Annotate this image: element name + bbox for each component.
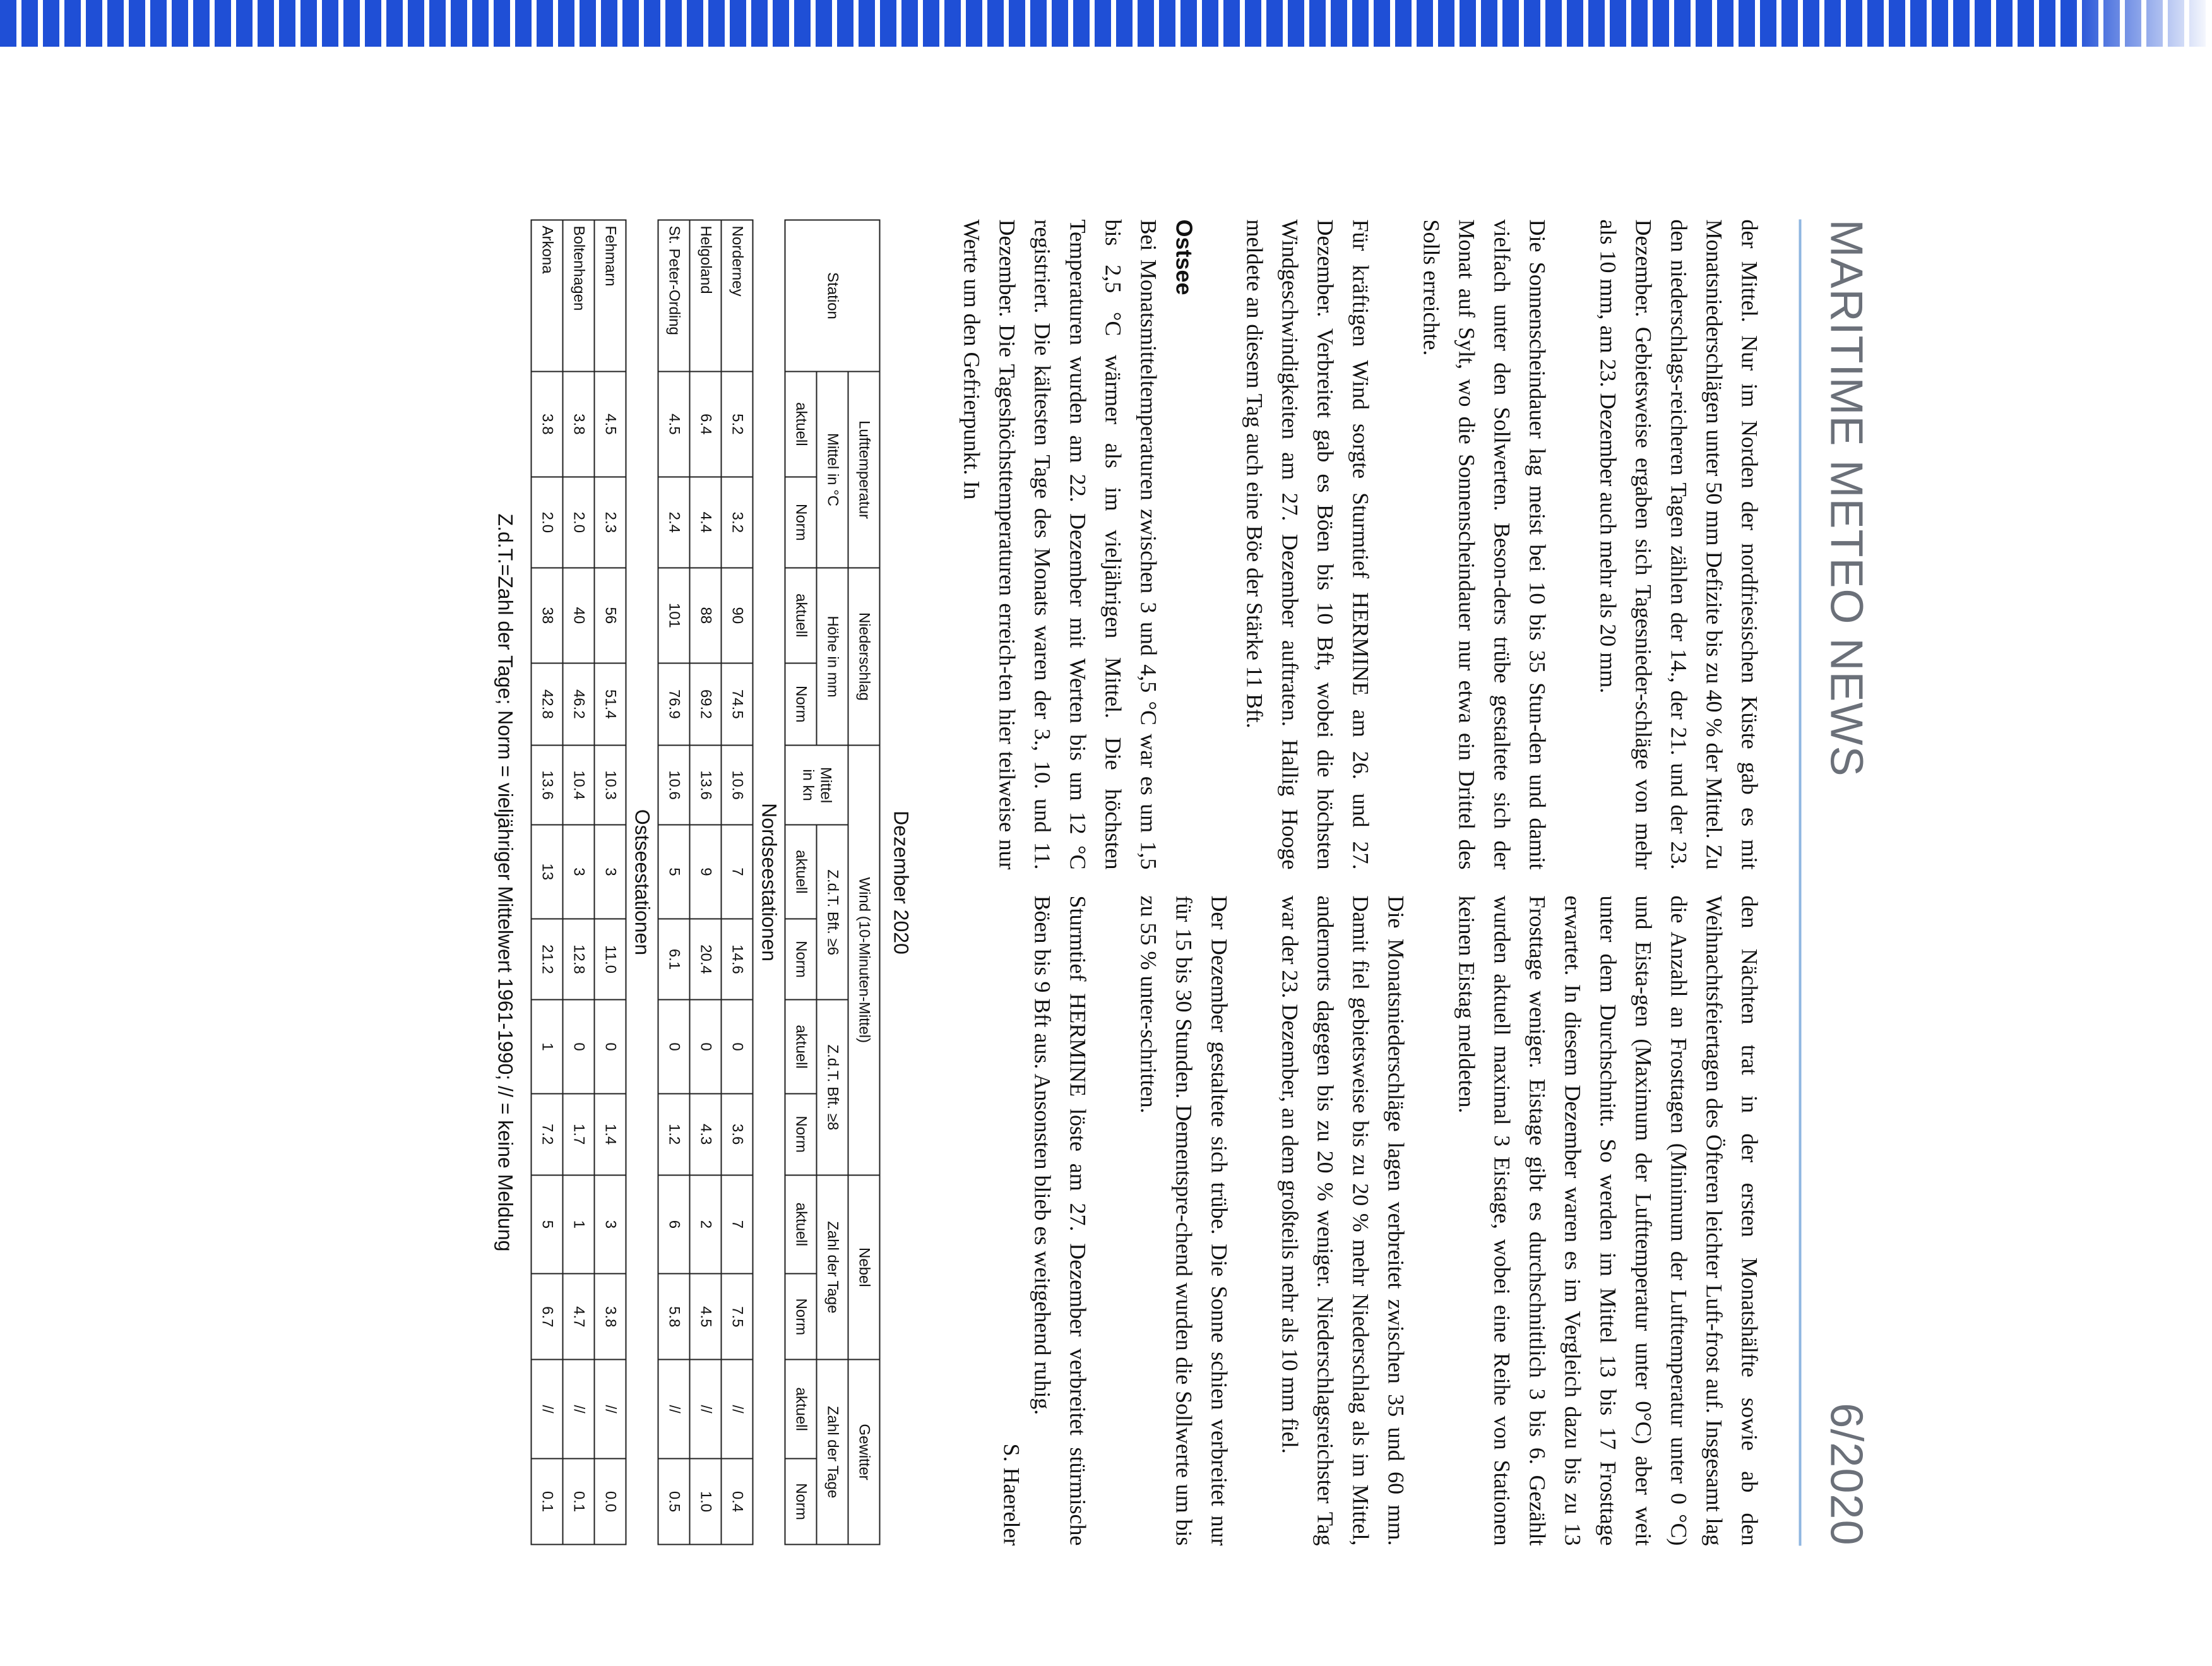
table-cell: 2.4 xyxy=(658,477,690,568)
table-cell: 56 xyxy=(595,568,626,663)
table-cell: 6.7 xyxy=(532,1274,563,1360)
station-name: Norderney xyxy=(722,220,753,372)
header-lufttemperatur: Lufttemperatur xyxy=(848,372,880,568)
paragraph: Für kräftigen Wind sorgte Sturmtief HERMINE am 26. und 27. Dezember. Verbreitet gab es Böen bis 10 Bft, wobei die höchsten Windgeschwindigkeiten am 27. Dezember auftraten. Hallig Hooge meldete an diesem Tag auch eine Böe der Stärke 11 Bft. xyxy=(1242,219,1374,870)
table-cell: 3.6 xyxy=(722,1093,753,1175)
table-cell: 0 xyxy=(690,1000,722,1094)
author-signature: S. Haereler xyxy=(999,1443,1025,1546)
table-cell: 10.6 xyxy=(722,746,753,825)
header-gewitter-zahl-tage: Zahl der Tage xyxy=(817,1360,848,1545)
table-row xyxy=(532,220,563,1545)
table-cell: 76.9 xyxy=(658,663,690,745)
subheader-cell: aktuell xyxy=(785,1000,817,1094)
section-heading-ostsee: Ostsee xyxy=(1171,219,1198,295)
table-cell: 7.2 xyxy=(532,1093,563,1175)
table-cell: 12.8 xyxy=(563,919,595,1000)
table-cell: 0 xyxy=(658,1000,690,1094)
header-gewitter: Gewitter xyxy=(848,1360,880,1545)
table-cell: // xyxy=(595,1360,626,1459)
table-row xyxy=(563,220,595,1545)
table-cell: 0 xyxy=(722,1000,753,1094)
table-cell: 21.2 xyxy=(532,919,563,1000)
table-cell: 38 xyxy=(532,568,563,663)
table-cell: 4.3 xyxy=(690,1093,722,1175)
station-name: St. Peter-Ording xyxy=(658,220,690,372)
newsletter-title: MARITIME METEO NEWS xyxy=(1821,219,1872,777)
table-cell: 1.2 xyxy=(658,1093,690,1175)
stripe-fade xyxy=(2073,0,2212,47)
subheader-cell: aktuell xyxy=(785,825,817,919)
station-name: Boltenhagen xyxy=(563,220,595,372)
table-cell: 4.4 xyxy=(690,477,722,568)
subheader-cell: aktuell xyxy=(785,372,817,477)
climate-table-section xyxy=(494,220,913,1546)
table-cell: 0.1 xyxy=(532,1459,563,1545)
header-mittel-kn-line1: Mittel xyxy=(817,766,835,804)
table-footnote: Z.d.T.=Zahl der Tage; Norm = vieljähriger Mittelwert 1961-1990; // = keine Meldung xyxy=(494,513,517,1252)
table-cell: 88 xyxy=(690,568,722,663)
table-cell: 20.4 xyxy=(690,919,722,1000)
header-mittel-kn-line2: in kn xyxy=(799,769,817,801)
table-cell: 51.4 xyxy=(595,663,626,745)
header-zdt-bft8: Z.d.T. Bft. ≥8 xyxy=(817,1000,848,1175)
table-cell: 1 xyxy=(532,1000,563,1094)
header-station: Station xyxy=(785,220,880,372)
table-cell: 90 xyxy=(722,568,753,663)
table-cell: 74.5 xyxy=(722,663,753,745)
header-nebel-zahl-tage: Zahl der Tage xyxy=(817,1175,848,1360)
subheader-row xyxy=(785,220,817,1545)
table-cell: 5.2 xyxy=(722,372,753,477)
section-label-nordsee: Nordseestationen xyxy=(753,220,785,1545)
header-mittel-c: Mittel in °C xyxy=(817,372,848,568)
table-cell: 2.0 xyxy=(563,477,595,568)
table-cell: 7 xyxy=(722,825,753,919)
table-cell: 0.1 xyxy=(563,1459,595,1545)
table-cell: 0.0 xyxy=(595,1459,626,1545)
table-cell: 14.6 xyxy=(722,919,753,1000)
table-cell: 0.5 xyxy=(658,1459,690,1545)
paragraph: Sturmtief HERMINE löste am 27. Dezember verbreitet stürmische Böen bis 9 Bft aus. Ansonsten blieb es weitgehend ruhig. xyxy=(1030,895,1091,1546)
decorative-stripe-band xyxy=(0,0,2212,47)
header-nebel: Nebel xyxy=(848,1175,880,1360)
text-columns xyxy=(919,220,1768,1546)
table-cell: 7 xyxy=(722,1175,753,1274)
subheader-cell: aktuell xyxy=(785,1360,817,1459)
table-row xyxy=(595,220,626,1545)
station-name: Fehmarn xyxy=(595,220,626,372)
header-wind: Wind (10-Minuten-Mittel) xyxy=(848,746,880,1175)
table-cell: 1.4 xyxy=(595,1093,626,1175)
header-zdt-bft6: Z.d.T. Bft. ≥6 xyxy=(817,825,848,1000)
paragraph: der Mittel. Nur im Norden der nordfriesischen Küste gab es mit Monatsniederschlägen unter 50 mm Defizite bis zu 40 % der Mittel. Zu den niederschlags-reicheren Tagen zählen der 14., der 21. und der 23. Dezember. Gebietsweise ergaben sich Tagesnieder-schläge von mehr als 10 mm, am 23. Dezember auch mehr als 20 mm. xyxy=(1595,219,1763,870)
subheader-cell: Norm xyxy=(785,919,817,1000)
table-cell: 1 xyxy=(563,1175,595,1274)
table-cell: 4.5 xyxy=(690,1274,722,1360)
table-cell: 4.5 xyxy=(658,372,690,477)
table-cell: 46.2 xyxy=(563,663,595,745)
table-cell: 3.2 xyxy=(722,477,753,568)
table-cell: 5.8 xyxy=(658,1274,690,1360)
paragraph: Die Monatsniederschläge lagen verbreitet zwischen 35 und 60 mm. Damit fiel gebietsweise bis zu 20 % mehr Niederschlag als im Mittel, andernorts dagegen bis zu 20 % weniger. Niederschlagsreichster Tag war der 23. Dezember, an dem großteils mehr als 10 mm fiel. xyxy=(1277,895,1409,1546)
table-cell: 1.0 xyxy=(690,1459,722,1545)
table-cell: 2.3 xyxy=(595,477,626,568)
table-cell: 0 xyxy=(595,1000,626,1094)
table-cell: 6.4 xyxy=(690,372,722,477)
subheader-cell: aktuell xyxy=(785,1175,817,1274)
table-row xyxy=(722,220,753,1545)
table-cell: 2 xyxy=(690,1175,722,1274)
right-column xyxy=(919,896,1768,1546)
paragraph: Der Dezember gestaltete sich trübe. Die Sonne schien verbreitet nur für 15 bis 30 Stunden. Dementspre-chend wurden die Sollwerte um bis zu 55 % unter-schritten. xyxy=(1136,895,1232,1546)
table-cell: 40 xyxy=(563,568,595,663)
table-cell: 69.2 xyxy=(690,663,722,745)
table-cell: 3 xyxy=(595,1175,626,1274)
paragraph: den Nächten trat in der ersten Monatshälfte sowie ab den Weihnachtsfeiertagen des Öfteren leichter Luft-frost auf. Insgesamt lag die Anzahl an Frosttagen (Minimum der Lufttemperatur unter 0 °C) und Eista-gen (Maximum der Lufttemperatur unter 0°C) aber weit unter dem Durchschnitt. So werden im Mittel 13 bis 17 Frosttage erwartet. In diesem Dezember waren es im Vergleich dazu bis zu 13 Frosttage weniger. Eistage gibt es durchschnittlich 3 bis 6. Gezählt wurden aktuell maximal 3 Eistage, wobei eine Reihe von Stationen keinen Eistag meldeten. xyxy=(1454,895,1763,1546)
subheader-cell: Norm xyxy=(785,477,817,568)
station-name: Helgoland xyxy=(690,220,722,372)
header-mittel-kn xyxy=(785,746,848,825)
table-cell: 3.8 xyxy=(563,372,595,477)
table-row xyxy=(658,220,690,1545)
table-cell: 11.0 xyxy=(595,919,626,1000)
subheader-cell: Norm xyxy=(785,663,817,745)
table-cell: 0.4 xyxy=(722,1459,753,1545)
climate-table xyxy=(531,220,881,1545)
table-cell: 42.8 xyxy=(532,663,563,745)
table-cell: 6 xyxy=(658,1175,690,1274)
section-label-ostsee: Ostseestationen xyxy=(626,220,658,1545)
table-title: Dezember 2020 xyxy=(889,811,913,955)
table-cell: // xyxy=(690,1360,722,1459)
header-niederschlag: Niederschlag xyxy=(848,568,880,746)
table-cell: 9 xyxy=(690,825,722,919)
table-cell: 6.1 xyxy=(658,919,690,1000)
subheader-cell: aktuell xyxy=(785,568,817,663)
table-cell: 5 xyxy=(658,825,690,919)
table-cell: 3 xyxy=(563,825,595,919)
table-cell: 3 xyxy=(595,825,626,919)
table-cell: 13 xyxy=(532,825,563,919)
table-cell: 4.7 xyxy=(563,1274,595,1360)
table-cell: 3.8 xyxy=(532,372,563,477)
subheader-cell: Norm xyxy=(785,1274,817,1360)
page-header xyxy=(1799,220,1872,1546)
table-cell: 4.5 xyxy=(595,372,626,477)
table-cell: 10.6 xyxy=(658,746,690,825)
table-cell: 7.5 xyxy=(722,1274,753,1360)
left-column xyxy=(919,220,1768,870)
header-hoehe-mm: Höhe in mm xyxy=(817,568,848,746)
paragraph: Bei Monatsmitteltemperaturen zwischen 3 und 4,5 °C war es um 1,5 bis 2,5 °C wärmer als im vieljährigen Mittel. Die höchsten Temperaturen wurden am 22. Dezember mit Werten bis um 12 °C registriert. Die kältesten Tage des Monats waren der 3., 10. und 11. Dezember. Die Tageshöchsttemperaturen erreich-ten hier teilweise nur Werte um den Gefrierpunkt. In xyxy=(959,219,1162,870)
table-cell: 101 xyxy=(658,568,690,663)
table-cell: 1.7 xyxy=(563,1093,595,1175)
table-cell: // xyxy=(563,1360,595,1459)
paragraph: Die Sonnenscheindauer lag meist bei 10 bis 35 Stun-den und damit vielfach unter den Sollwerten. Beson-ders trübe gestaltete sich der Monat auf Sylt, wo die Sonnenscheindauer nur etwa ein Drittel des Solls erreichte. xyxy=(1418,219,1550,870)
table-cell: 10.3 xyxy=(595,746,626,825)
table-cell: // xyxy=(658,1360,690,1459)
subheader-cell: Norm xyxy=(785,1093,817,1175)
table-cell: 2.0 xyxy=(532,477,563,568)
table-cell: 3.8 xyxy=(595,1274,626,1360)
table-cell: 10.4 xyxy=(563,746,595,825)
table-row xyxy=(690,220,722,1545)
station-name: Arkona xyxy=(532,220,563,372)
table-cell: 0 xyxy=(563,1000,595,1094)
table-cell: // xyxy=(722,1360,753,1459)
subheader-cell: Norm xyxy=(785,1459,817,1545)
table-cell: 13.6 xyxy=(532,746,563,825)
table-cell: 5 xyxy=(532,1175,563,1274)
table-cell: 13.6 xyxy=(690,746,722,825)
newsletter-page xyxy=(0,100,1961,1666)
issue-number: 6/2020 xyxy=(1821,1403,1872,1546)
table-cell: // xyxy=(532,1360,563,1459)
